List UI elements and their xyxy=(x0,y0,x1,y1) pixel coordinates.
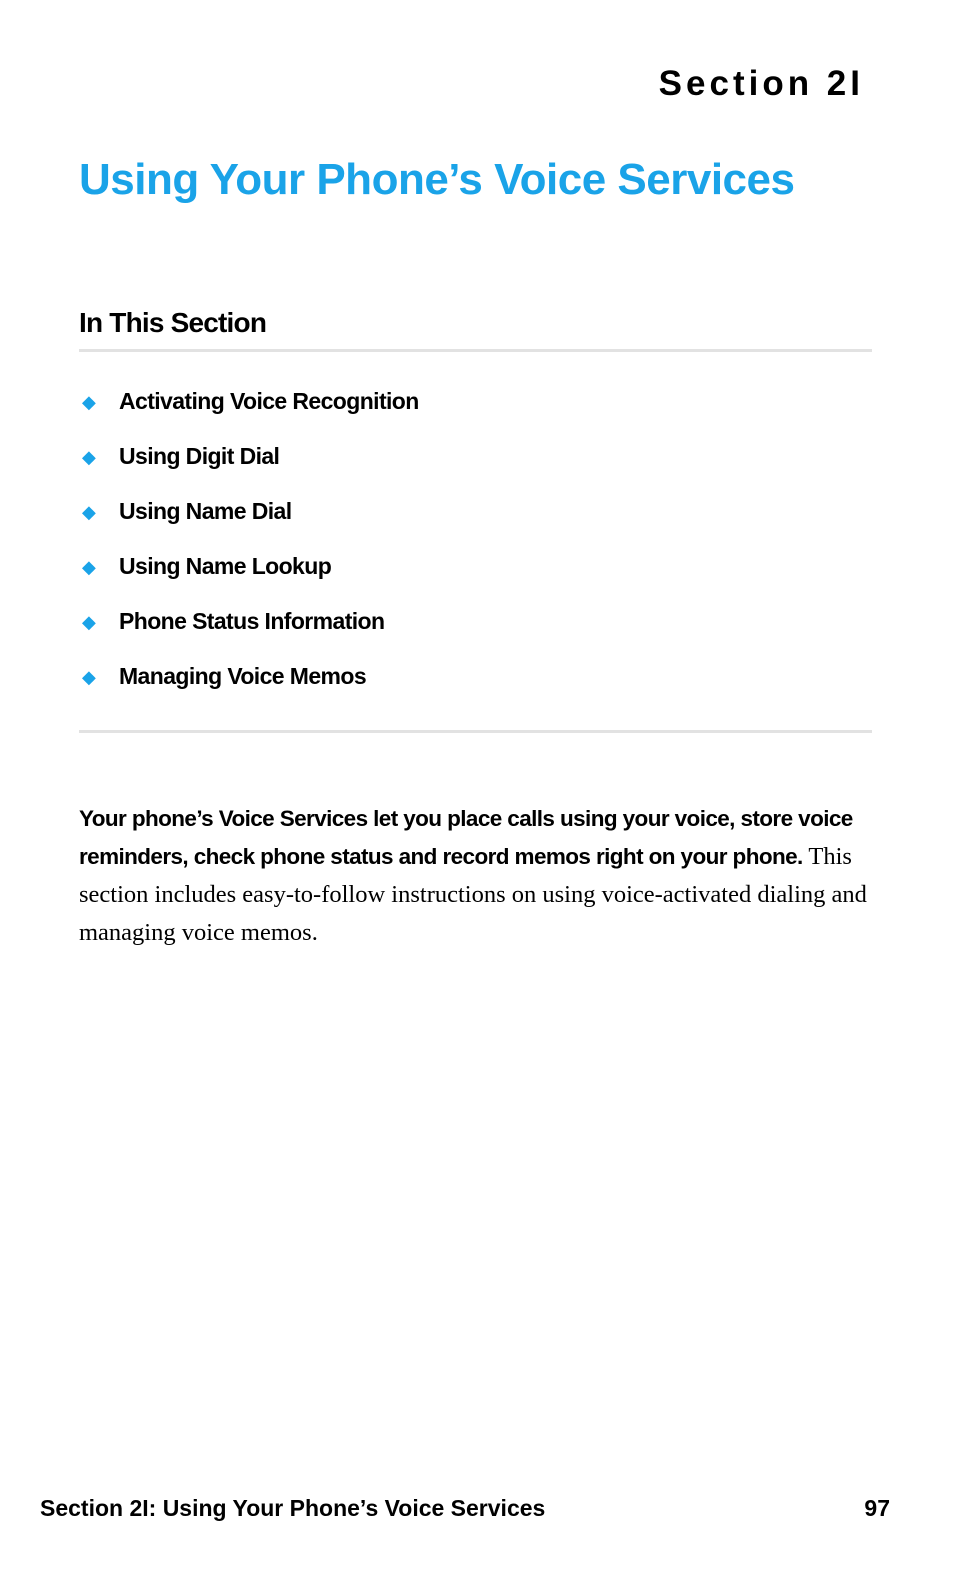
page-title: Using Your Phone’s Voice Services xyxy=(79,155,795,204)
diamond-bullet-icon: ◆ xyxy=(82,611,96,632)
diamond-bullet-icon: ◆ xyxy=(82,446,96,467)
intro-body-text: This section includes easy-to-follow instructions on using voice-activated dialing and managing voice memos. xyxy=(79,843,867,946)
list-item-label: Using Name Lookup xyxy=(119,553,332,579)
diamond-bullet-icon: ◆ xyxy=(82,666,96,687)
in-this-section-box xyxy=(79,309,872,733)
list-item xyxy=(79,484,872,539)
diamond-bullet-icon: ◆ xyxy=(82,556,96,577)
list-item-label: Using Name Dial xyxy=(119,498,292,524)
diamond-bullet-icon: ◆ xyxy=(82,501,96,522)
page-number: 97 xyxy=(864,1495,890,1521)
list-item-label: Using Digit Dial xyxy=(119,443,280,469)
section-label: Section 2I xyxy=(658,64,864,103)
section-contents-list xyxy=(79,352,872,733)
diamond-bullet-icon: ◆ xyxy=(82,391,96,412)
list-item xyxy=(79,374,872,429)
list-item xyxy=(79,429,872,484)
footer-section-title: Section 2I: Using Your Phone’s Voice Services xyxy=(40,1495,546,1521)
list-item xyxy=(79,594,872,649)
intro-paragraph xyxy=(79,800,872,952)
intro-lead-text: Your phone’s Voice Services let you place calls using your voice, store voice reminders, check phone status and record memos right on your phone. xyxy=(79,806,853,869)
list-item xyxy=(79,539,872,594)
list-item-label: Phone Status Information xyxy=(119,608,385,634)
list-item-label: Managing Voice Memos xyxy=(119,663,367,689)
list-item-label: Activating Voice Recognition xyxy=(119,388,419,414)
list-item xyxy=(79,649,872,704)
in-this-section-heading: In This Section xyxy=(79,309,872,352)
